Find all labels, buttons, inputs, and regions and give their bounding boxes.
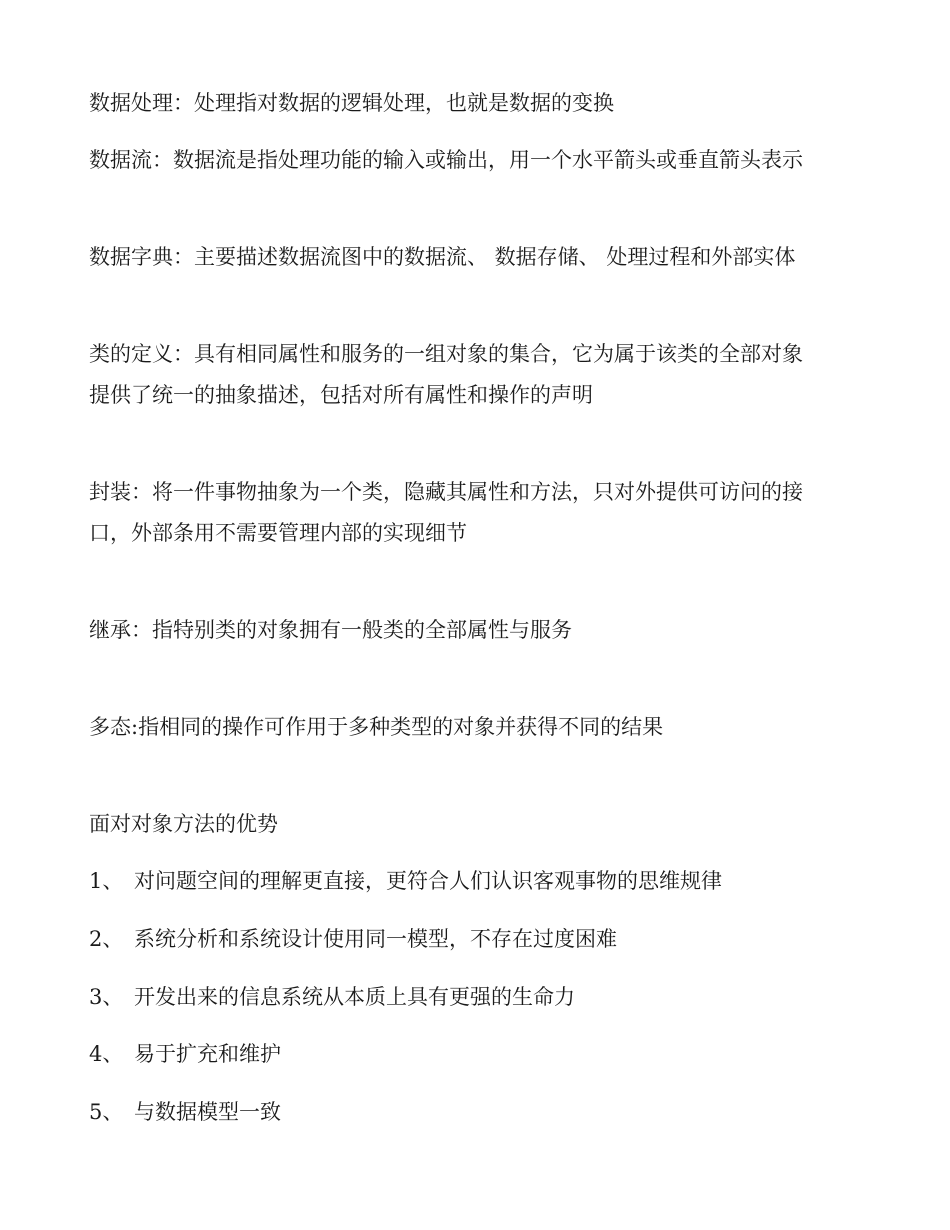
list-item-text: 系统分析和系统设计使用同一模型，不存在过度困难 (134, 927, 617, 951)
list-item (89, 1100, 869, 1124)
list-item (89, 927, 869, 951)
list-item-number: 4、 (89, 1042, 124, 1066)
list-item-text: 易于扩充和维护 (134, 1042, 281, 1066)
paragraph-class-definition-line2: 提供了统一的抽象描述，包括对所有属性和操作的声明 (89, 383, 593, 407)
list-item-number: 5、 (89, 1100, 124, 1124)
list-item-number: 1、 (89, 869, 124, 893)
list-item (89, 1042, 869, 1066)
list-item-number: 2、 (89, 927, 124, 951)
paragraph-data-flow: 数据流：数据流是指处理功能的输入或输出，用一个水平箭头或垂直箭头表示 (89, 148, 803, 172)
list-item-text: 与数据模型一致 (134, 1100, 281, 1124)
list-item (89, 869, 869, 893)
section-heading: 面对对象方法的优势 (89, 812, 278, 836)
paragraph-inheritance: 继承：指特别类的对象拥有一般类的全部属性与服务 (89, 618, 572, 642)
list-item-text: 对问题空间的理解更直接，更符合人们认识客观事物的思维规律 (134, 869, 722, 893)
paragraph-data-processing: 数据处理：处理指对数据的逻辑处理，也就是数据的变换 (89, 91, 614, 115)
list-item-number: 3、 (89, 985, 124, 1009)
paragraph-data-dictionary: 数据字典：主要描述数据流图中的数据流、 数据存储、 处理过程和外部实体 (89, 245, 796, 269)
list-item (89, 985, 869, 1009)
paragraph-class-definition-line1: 类的定义：具有相同属性和服务的一组对象的集合，它为属于该类的全部对象 (89, 342, 803, 366)
paragraph-encapsulation-line2: 口，外部条用不需要管理内部的实现细节 (89, 521, 467, 545)
list-item-text: 开发出来的信息系统从本质上具有更强的生命力 (134, 985, 575, 1009)
paragraph-polymorphism: 多态:指相同的操作可作用于多种类型的对象并获得不同的结果 (89, 715, 664, 739)
paragraph-encapsulation-line1: 封装：将一件事物抽象为一个类，隐藏其属性和方法，只对外提供可访问的接 (89, 480, 803, 504)
